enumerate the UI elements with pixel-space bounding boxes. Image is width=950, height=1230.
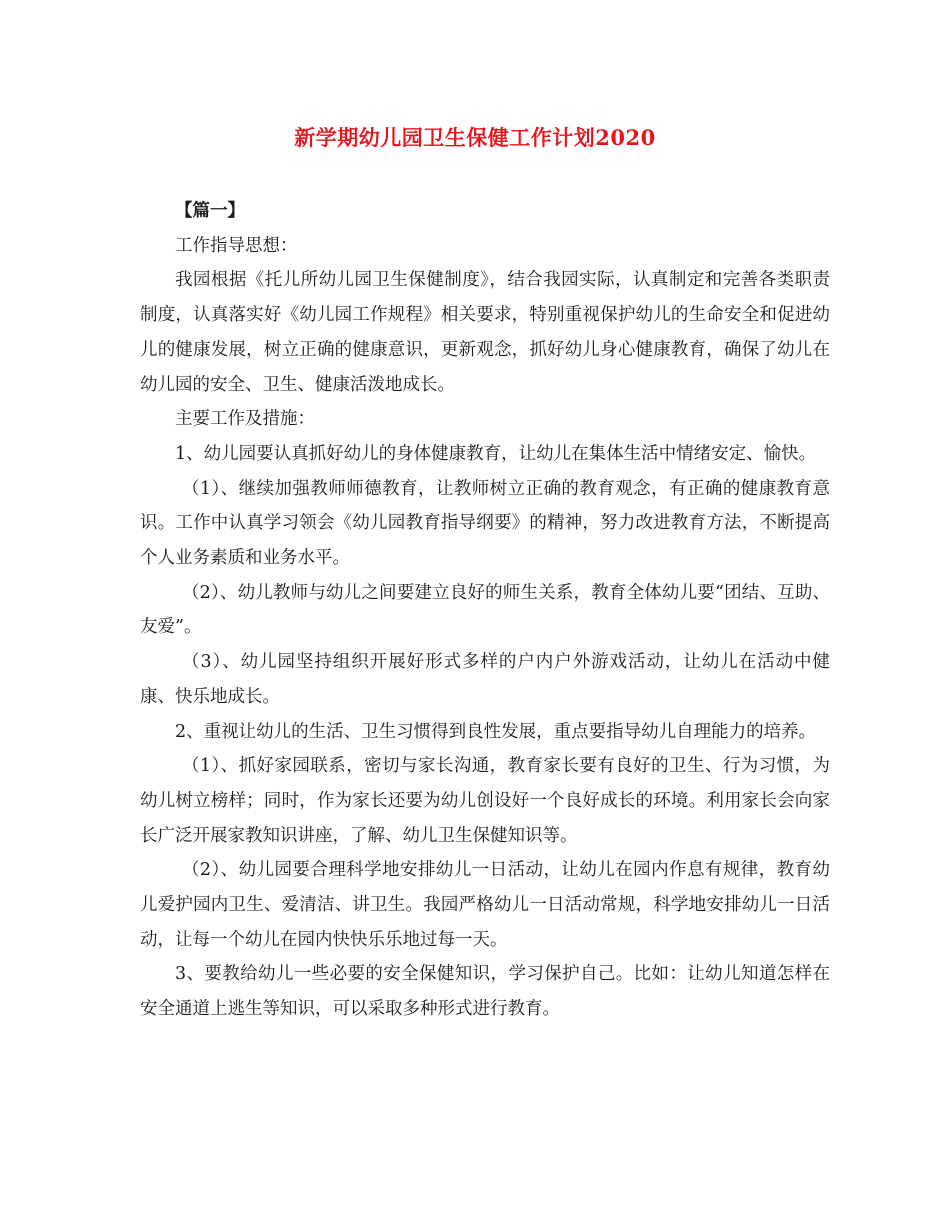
paragraph: （1）、继续加强教师师德教育，让教师树立正确的教育观念，有正确的健康教育意识。工作中认真学习领会《幼儿园教育指导纲要》的精神，努力改进教育方法，不断提高个人业务素质和业务水平。 — [140, 478, 830, 569]
paragraph: 1、幼儿园要认真抓好幼儿的身体健康教育，让幼儿在集体生活中情绪安定、愉快。 — [175, 443, 817, 464]
paragraph: 2、重视让幼儿的生活、卫生习惯得到良性发展，重点要指导幼儿自理能力的培养。 — [175, 721, 817, 742]
paragraph: （1）、抓好家园联系，密切与家长沟通，教育家长要有良好的卫生、行为习惯，为幼儿树立榜样；同时，作为家长还要为幼儿创设好一个良好成长的环境。利用家长会向家长广泛开展家教知识讲座，了解、幼儿卫生保健知识等。 — [140, 756, 830, 846]
paragraph: 3、要教给幼儿一些必要的安全保健知识，学习保护自己。比如：让幼儿知道怎样在安全通道上逃生等知识，可以采取多种形式进行教育。 — [140, 964, 830, 1020]
document-title: 新学期幼儿园卫生保健工作计划2020 — [294, 125, 656, 150]
paragraph: （2）、幼儿园要合理科学地安排幼儿一日活动，让幼儿在园内作息有规律，教育幼儿爱护园内卫生、爱清洁、讲卫生。我园严格幼儿一日活动常规，科学地安排幼儿一日活动，让每一个幼儿在园内快快乐乐地过每一天。 — [140, 860, 830, 950]
section-heading: 【篇一】 — [175, 201, 245, 221]
document-body — [140, 194, 830, 1027]
paragraph: 主要工作及措施： — [175, 409, 315, 430]
paragraph: 我园根据《托儿所幼儿园卫生保健制度》，结合我园实际，认真制定和完善各类职责制度，认真落实好《幼儿园工作规程》相关要求，特别重视保护幼儿的生命安全和促进幼儿的健康发展，树立正确的健康意识，更新观念，抓好幼儿身心健康教育，确保了幼儿在幼儿园的安全、卫生、健康活泼地成长。 — [140, 270, 830, 395]
paragraph: 工作指导思想： — [175, 235, 298, 256]
paragraph: （3）、幼儿园坚持组织开展好形式多样的户内户外游戏活动，让幼儿在活动中健康、快乐地成长。 — [140, 652, 830, 707]
paragraph: （2）、幼儿教师与幼儿之间要建立良好的师生关系，教育全体幼儿要“团结、互助、友爱”。 — [140, 582, 830, 638]
